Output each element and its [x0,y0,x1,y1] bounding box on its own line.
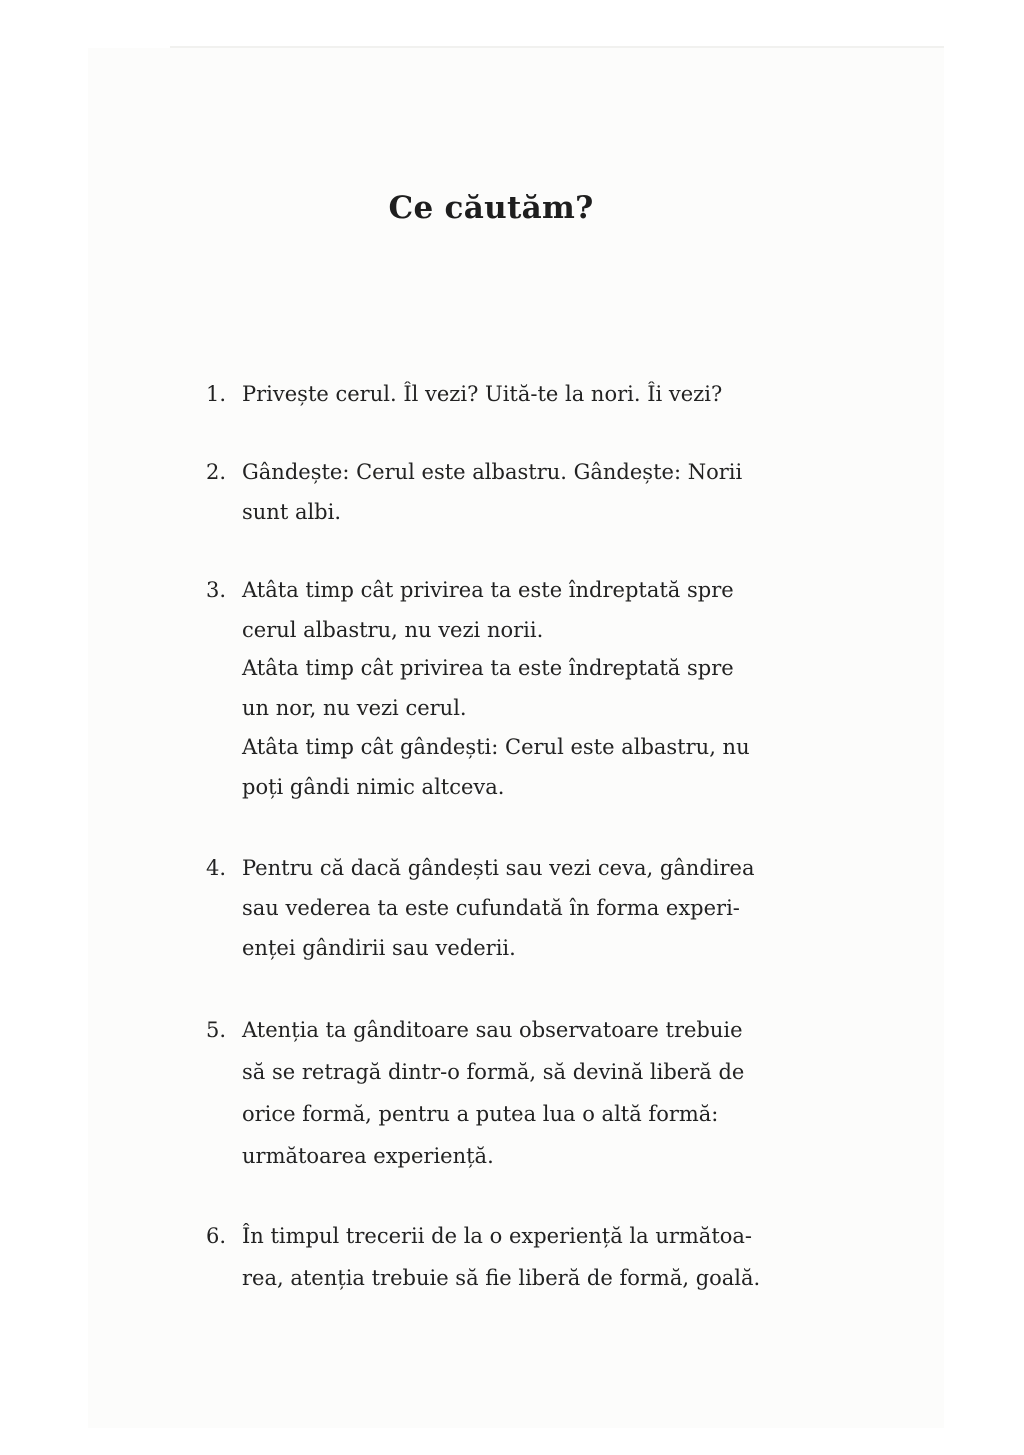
list-item-line: un nor, nu vezi cerul. [242,696,467,720]
list-item-number: 6. [205,1224,226,1248]
list-item-line: Atenția ta gânditoare sau observatoare trebuie [242,1018,743,1042]
list-item-line: orice formă, pentru a putea lua o altă formă: [242,1102,719,1126]
page-title: Ce căutăm? [388,190,594,226]
list-item-line: rea, atenția trebuie să fie liberă de formă, goală. [242,1266,761,1290]
list-item-line: următoarea experiență. [242,1144,494,1168]
list-item-number: 1. [205,382,226,406]
list-item-line: sau vederea ta este cufundată în forma experi- [242,896,740,920]
list-item-line: enței gândirii sau vederii. [242,936,516,960]
list-item-line: să se retragă dintr-o formă, să devină liberă de [242,1060,745,1084]
list-item-line: Privește cerul. Îl vezi? Uită-te la nori. Îi vezi? [242,382,723,406]
list-item-line: Pentru că dacă gândești sau vezi ceva, gândirea [242,856,755,880]
list-item-number: 3. [205,578,226,602]
list-item-line: Atâta timp cât privirea ta este îndreptată spre [242,656,734,680]
list-item-number: 5. [205,1018,226,1042]
list-item-line: sunt albi. [242,500,342,524]
list-item-line: cerul albastru, nu vezi norii. [242,618,544,642]
list-item-number: 4. [205,856,226,880]
list-item-number: 2. [205,460,226,484]
list-item-line: poți gândi nimic altceva. [242,775,505,799]
list-item-line: Atâta timp cât gândești: Cerul este albastru, nu [242,735,750,759]
list-item-line: Gândește: Cerul este albastru. Gândește: Norii [242,460,743,484]
list-item-line: Atâta timp cât privirea ta este îndreptată spre [242,578,734,602]
list-item-line: În timpul trecerii de la o experiență la următoa- [242,1224,753,1248]
